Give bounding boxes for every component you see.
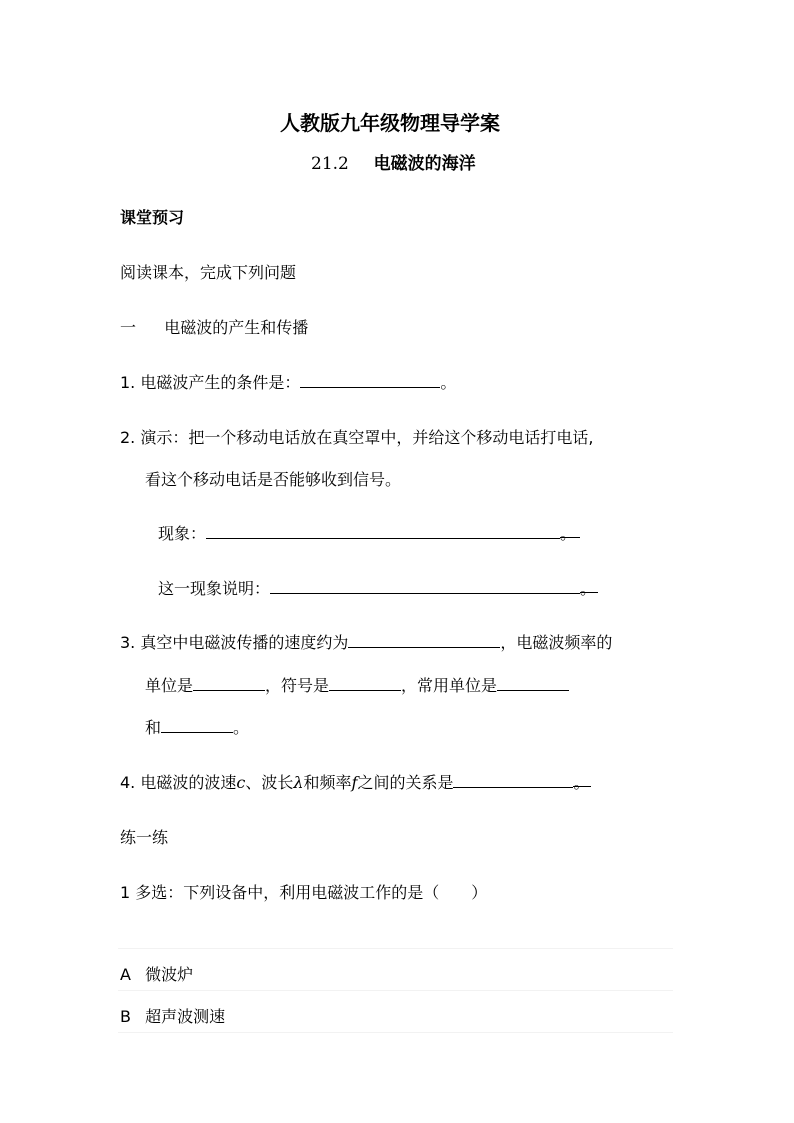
question-1-text: 电磁波产生的条件是： <box>140 373 301 392</box>
phenomenon-blank[interactable] <box>206 522 560 539</box>
option-a-text: 微波炉 <box>145 965 194 984</box>
question-4-number: 4. <box>120 773 136 792</box>
question-2-text-1: 演示：把一个移动电话放在真空罩中，并给这个移动电话打电话, <box>140 428 594 447</box>
separator-line <box>118 948 673 949</box>
separator-line <box>118 1032 673 1033</box>
question-3-text-a: 真空中电磁波传播的速度约为 <box>140 633 349 652</box>
question-3-number: 3. <box>120 633 136 652</box>
var-c: c <box>236 773 246 792</box>
section-title: 电磁波的海洋 <box>373 154 476 174</box>
question-3-end: 。 <box>233 718 250 737</box>
question-2-number: 2. <box>120 428 136 447</box>
question-3-text-c: 单位是 <box>145 676 194 695</box>
phenomenon-end: 。 <box>560 521 580 538</box>
practice-heading: 练一练 <box>120 828 169 847</box>
section-number: 21.2 <box>311 154 349 174</box>
question-4-text-d: 之间的关系是 <box>357 773 454 792</box>
common-unit-blank-1[interactable] <box>497 674 569 691</box>
explain-blank[interactable] <box>270 577 580 594</box>
question-3-line2 <box>145 673 569 696</box>
explain-end: 。 <box>580 576 598 593</box>
question-3-text-e: ，常用单位是 <box>401 676 498 695</box>
var-lambda: λ <box>293 773 304 792</box>
section-heading <box>311 149 476 174</box>
question-3-text-b: ，电磁波频率的 <box>500 633 613 652</box>
question-3-text-d: ，符号是 <box>265 676 330 695</box>
question-3-line3 <box>145 715 249 738</box>
part1-heading-mark: 一 <box>120 318 137 337</box>
speed-blank[interactable] <box>348 631 500 648</box>
option-b[interactable] <box>120 1004 225 1027</box>
explain-label: 这一现象说明： <box>158 579 271 598</box>
question-4 <box>120 770 591 793</box>
question-4-text-b: 、波长 <box>245 773 294 792</box>
practice-question: 1 多选：下列设备中，利用电磁波工作的是（ ） <box>120 883 488 902</box>
question-4-text-c: 和频率 <box>303 773 352 792</box>
question-1-end: 。 <box>440 373 457 392</box>
symbol-blank[interactable] <box>329 674 401 691</box>
part1-heading <box>120 315 308 338</box>
question-3-text-f: 和 <box>145 718 162 737</box>
phenomenon-label: 现象： <box>158 524 207 543</box>
question-1 <box>120 370 456 393</box>
question-1-number: 1. <box>120 373 136 392</box>
relation-blank[interactable] <box>453 771 573 788</box>
preview-heading: 课堂预习 <box>120 208 185 227</box>
option-a[interactable] <box>120 962 193 985</box>
question-2-line1 <box>120 425 593 448</box>
option-b-text: 超声波测速 <box>145 1007 226 1026</box>
preview-instruction: 阅读课本，完成下列问题 <box>120 263 297 282</box>
question-2-line2: 看这个移动电话是否能够收到信号。 <box>145 470 402 489</box>
option-b-letter: B <box>120 1007 131 1026</box>
part1-heading-text: 电磁波的产生和传播 <box>164 318 309 337</box>
question-2-explain <box>158 576 598 599</box>
question-3-line1 <box>120 630 612 653</box>
document-title: 人教版九年级物理导学案 <box>280 111 500 135</box>
question-2-phenomenon <box>158 521 580 544</box>
question-4-end: 。 <box>573 770 591 787</box>
var-f: f <box>351 773 358 792</box>
separator-line <box>118 990 673 991</box>
question-4-text-a: 电磁波的波速 <box>140 773 237 792</box>
question-1-blank[interactable] <box>300 371 440 388</box>
unit-blank[interactable] <box>193 674 265 691</box>
option-a-letter: A <box>120 965 131 984</box>
common-unit-blank-2[interactable] <box>161 716 233 733</box>
